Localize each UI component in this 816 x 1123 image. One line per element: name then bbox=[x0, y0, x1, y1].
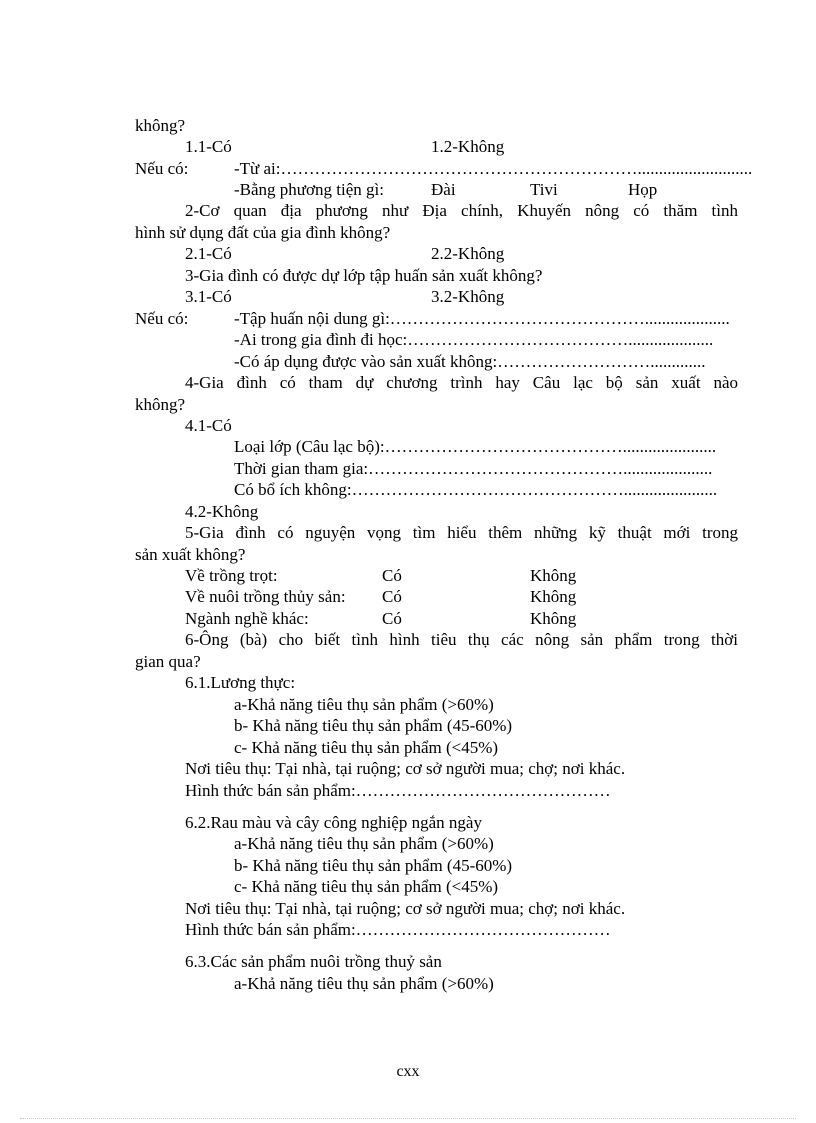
fill-line-loai-lop: Loại lớp (Câu lạc bộ):……………………………………...................... bbox=[234, 437, 717, 456]
fill-line-hinh-thuc-ban: Hình thức bán sản phẩm:……………………………………… bbox=[185, 781, 611, 800]
section-6-1: 6.1.Lương thực: bbox=[185, 673, 296, 692]
text-line: không? bbox=[135, 395, 186, 414]
row-label-nganh-nghe: Ngành nghề khác: bbox=[185, 609, 309, 628]
option-2-2: 2.2-Không bbox=[431, 244, 505, 263]
choice-co: Có bbox=[382, 609, 402, 628]
option-1-1: 1.1-Có bbox=[185, 137, 232, 156]
text-line: -Bằng phương tiện gì: bbox=[234, 180, 384, 199]
option-a: a-Khả năng tiêu thụ sản phẩm (>60%) bbox=[234, 974, 494, 993]
option-1-2: 1.2-Không bbox=[431, 137, 505, 156]
page-bottom-border bbox=[20, 1118, 796, 1119]
question-2: 2-Cơ quan địa phương như Địa chính, Khuyến nông có thăm tình bbox=[185, 201, 738, 220]
option-a: a-Khả năng tiêu thụ sản phẩm (>60%) bbox=[234, 695, 494, 714]
text-line: không? bbox=[135, 116, 186, 135]
row-label-nuoi-trong: Về nuôi trồng thủy sản: bbox=[185, 587, 346, 606]
choice-tivi: Tivi bbox=[530, 180, 558, 199]
option-2-1: 2.1-Có bbox=[185, 244, 232, 263]
page-number: cxx bbox=[396, 1063, 420, 1080]
question-5: 5-Gia đình có nguyện vọng tìm hiểu thêm những kỹ thuật mới trong bbox=[185, 523, 738, 542]
choice-hop: Họp bbox=[628, 180, 658, 199]
text-line: gian qua? bbox=[135, 652, 201, 671]
option-4-1: 4.1-Có bbox=[185, 416, 232, 435]
choice-co: Có bbox=[382, 566, 402, 585]
fill-line-tu-ai: -Từ ai:………………………………………………………........................... bbox=[234, 159, 753, 178]
text-line: hình sử dụng đất của gia đình không? bbox=[135, 223, 391, 242]
option-c: c- Khả năng tiêu thụ sản phẩm (<45%) bbox=[234, 738, 499, 757]
option-b: b- Khả năng tiêu thụ sản phẩm (45-60%) bbox=[234, 716, 513, 735]
fill-line-thoi-gian: Thời gian tham gia:………………………………………..................... bbox=[234, 459, 713, 478]
option-3-1: 3.1-Có bbox=[185, 287, 232, 306]
label-neu-co: Nếu có: bbox=[135, 159, 189, 178]
section-6-3: 6.3.Các sản phẩm nuôi trồng thuỷ sản bbox=[185, 952, 442, 971]
fill-line-ap-dung: -Có áp dụng được vào sản xuất không:………………………............. bbox=[234, 352, 706, 371]
fill-line-bo-ich: Có bổ ích không:…………………………………………...................... bbox=[234, 480, 718, 499]
option-a: a-Khả năng tiêu thụ sản phẩm (>60%) bbox=[234, 834, 494, 853]
fill-line-hinh-thuc-ban: Hình thức bán sản phẩm:……………………………………… bbox=[185, 920, 611, 939]
question-4: 4-Gia đình có tham dự chương trình hay Câu lạc bộ sản xuất nào bbox=[185, 373, 738, 392]
text-line-noi-tieu-thu: Nơi tiêu thụ: Tại nhà, tại ruộng; cơ sở người mua; chợ; nơi khác. bbox=[185, 759, 626, 778]
section-6-2: 6.2.Rau màu và cây công nghiệp ngắn ngày bbox=[185, 813, 482, 832]
row-label-trong-trot: Về trồng trọt: bbox=[185, 566, 278, 585]
label-neu-co: Nếu có: bbox=[135, 309, 189, 328]
choice-co: Có bbox=[382, 587, 402, 606]
option-4-2: 4.2-Không bbox=[185, 502, 259, 521]
choice-khong: Không bbox=[530, 609, 577, 628]
choice-dai: Đài bbox=[431, 180, 456, 199]
option-b: b- Khả năng tiêu thụ sản phẩm (45-60%) bbox=[234, 856, 513, 875]
choice-khong: Không bbox=[530, 587, 577, 606]
option-3-2: 3.2-Không bbox=[431, 287, 505, 306]
text-line: sản xuất không? bbox=[135, 545, 246, 564]
fill-line-tap-huan: -Tập huấn nội dung gì:……………………………………….................... bbox=[234, 309, 730, 328]
choice-khong: Không bbox=[530, 566, 577, 585]
text-line-noi-tieu-thu: Nơi tiêu thụ: Tại nhà, tại ruộng; cơ sở người mua; chợ; nơi khác. bbox=[185, 899, 626, 918]
question-3: 3-Gia đình có được dự lớp tập huấn sản xuất không? bbox=[185, 266, 543, 285]
question-6: 6-Ông (bà) cho biết tình hình tiêu thụ các nông sản phẩm trong thời bbox=[185, 630, 738, 649]
fill-line-ai-di-hoc: -Ai trong gia đình đi học:………………………………….................... bbox=[234, 330, 714, 349]
option-c: c- Khả năng tiêu thụ sản phẩm (<45%) bbox=[234, 877, 499, 896]
